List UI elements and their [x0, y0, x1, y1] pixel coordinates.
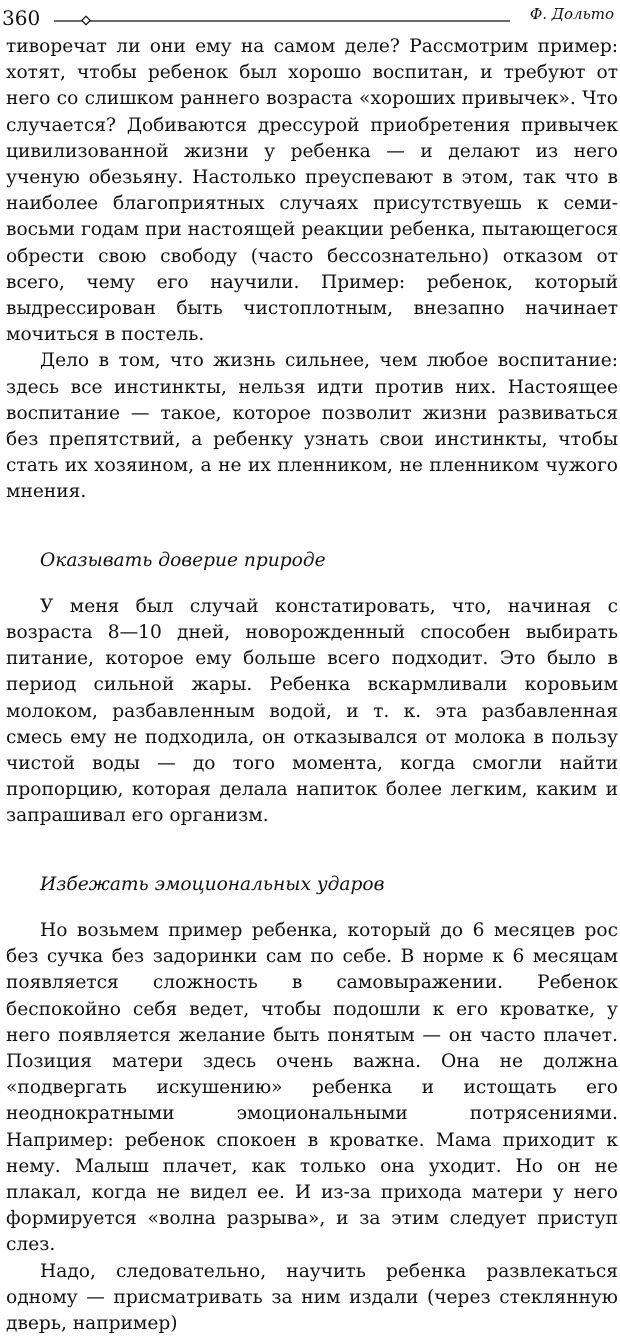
- paragraph: тиворечат ли они ему на самом деле? Рассмотрим пример: хотят, чтобы ребенок был хорошо воспитан, и требуют от него со слишком раннего возраста «хороших привычек». Что случается? Добиваются дрессурой приобретения привычек цивилизованной жизни у ребенка — и делают из него ученую обезьяну. Настолько преуспевают в этом, так что в наиболее благоприятных случаях присутствуешь к семи-восьми годам при настоящей реакции ребенка, пытающегося обрести свою свободу (часто бессознательно) отказом от всего, чему его научили. Пример: ребенок, который выдрессирован быть чистоплотным, внезапно начинает мочиться в постель.: [6, 36, 618, 346]
- page-number: 360: [2, 6, 41, 30]
- running-head: Ф. Дольто: [529, 5, 614, 23]
- paragraph: Надо, следовательно, научить ребенка развлекаться одному — присматривать за ним издали (через стеклянную дверь, например): [6, 1260, 618, 1334]
- paragraph: Дело в том, что жизнь сильнее, чем любое воспитание: здесь все инстинкты, нельзя идти против них. Настоящее воспитание — такое, которое позволит жизни развиваться без препятствий, а ребенку узнать свои инстинкты, чтобы стать их хозяином, а не их пленником, не пленником чужого мнения.: [6, 350, 618, 503]
- section-heading: Избежать эмоциональных ударов: [40, 873, 385, 895]
- header-rule-diamond-icon: [82, 16, 90, 24]
- paragraph: У меня был случай констатировать, что, начиная с возраста 8—10 дней, новорожденный способен выбирать питание, которое ему больше всего подходит. Это было в период сильной жары. Ребенка вскармливали коровьим молоком, разбавленным водой, и т. к. эта разбавленная смесь ему не подходила, он отказывался от молока в пользу чистой воды — до того момента, когда смогли найти пропорцию, которая делала напиток более легким, каким и запрашивал его организм.: [6, 595, 618, 827]
- paragraph: Но возьмем пример ребенка, который до 6 месяцев рос без сучка без задоринки сам по себе. В норме к 6 месяцам появляется сложность в самовыражении. Ребенок беспокойно себя ведет, чтобы подошли к его кроватке, у него появляется желание быть понятым — он часто плачет. Позиция матери здесь очень важна. Она не должна «подвергать искушению» ребенка и истощать его неоднократными эмоциональными потрясениями. Например: ребенок спокоен в кроватке. Мама приходит к нему. Малыш плачет, как только она уходит. Но он не плакал, когда не видел ее. И из-за прихода матери у него формируется «волна разрыва», и за этим следует приступ слез.: [6, 919, 618, 1256]
- header-rule: [54, 0, 510, 34]
- page-body: [6, 34, 618, 1337]
- page-header: [0, 0, 620, 34]
- section-heading: Оказывать доверие природе: [40, 549, 326, 571]
